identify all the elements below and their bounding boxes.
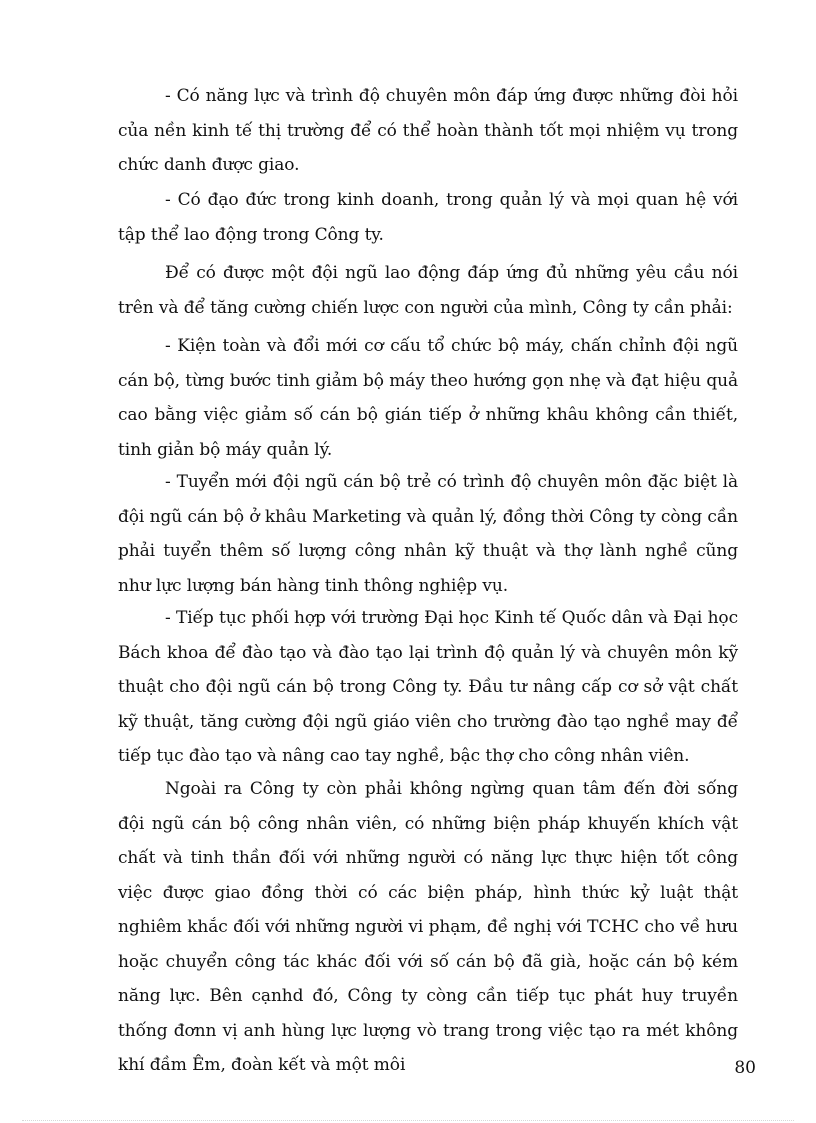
paragraph-7: Ngoài ra Công ty còn phải không ngừng quan tâm đến đời sống đội ngũ cán bộ công nhân viên, có những biện pháp khuyến khích vật chất và tinh thần đối với những người có năng lực thực hiện tốt công việc được giao đồng thời có các biện pháp, hình thức kỷ luật thật nghiêm khắc đối với những người vi phạm, đề nghị với TCHC cho về hưu hoặc chuyển công tác khác đối với số cán bộ đã già, hoặc cán bộ kém năng lực. Bên cạnhd đó, Công ty còng cần tiếp tục phát huy truyền thống đơnn vị anh hùng lực lượng vò trang trong việc tạo ra mét không khí đầm Êm, đoàn kết và một môi	[118, 779, 738, 1075]
paragraph-3: Để có được một đội ngũ lao động đáp ứng đủ những yêu cầu nói trên và để tăng cường chiến lược con người của mình, Công ty cần phải:	[118, 263, 738, 318]
paragraph-2: - Có đạo đức trong kinh doanh, trong quản lý và mọi quan hệ với tập thể lao động trong Công ty.	[118, 190, 738, 245]
page-bottom-divider	[22, 1120, 794, 1121]
paragraph-1: - Có năng lực và trình độ chuyên môn đáp ứng được những đòi hỏi của nền kinh tế thị trường để có thể hoàn thành tốt mọi nhiệm vụ trong chức danh được giao.	[118, 86, 738, 175]
paragraph-6: - Tiếp tục phối hợp với trường Đại học Kinh tế Quốc dân và Đại học Bách khoa để đào tạo và đào tạo lại trình độ quản lý và chuyên môn kỹ thuật cho đội ngũ cán bộ trong Công ty. Đầu tư nâng cấp cơ sở vật chất kỹ thuật, tăng cường đội ngũ giáo viên cho trường đào tạo nghề may để tiếp tục đào tạo và nâng cao tay nghề, bậc thợ cho công nhân viên.	[118, 608, 738, 766]
paragraph-5: - Tuyển mới đội ngũ cán bộ trẻ có trình độ chuyên môn đặc biệt là đội ngũ cán bộ ở khâu Marketing và quản lý, đồng thời Công ty còng cần phải tuyển thêm số lượng công nhân kỹ thuật và thợ lành nghề cũng như lực lượng bán hàng tinh thông nghiệp vụ.	[118, 472, 738, 596]
page-number: 80	[734, 1058, 756, 1078]
paragraph-4: - Kiện toàn và đổi mới cơ cấu tổ chức bộ máy, chấn chỉnh đội ngũ cán bộ, từng bước tinh giảm bộ máy theo hướng gọn nhẹ và đạt hiệu quả cao bằng việc giảm số cán bộ gián tiếp ở những khâu không cần thiết, tinh giản bộ máy quản lý.	[118, 336, 738, 460]
